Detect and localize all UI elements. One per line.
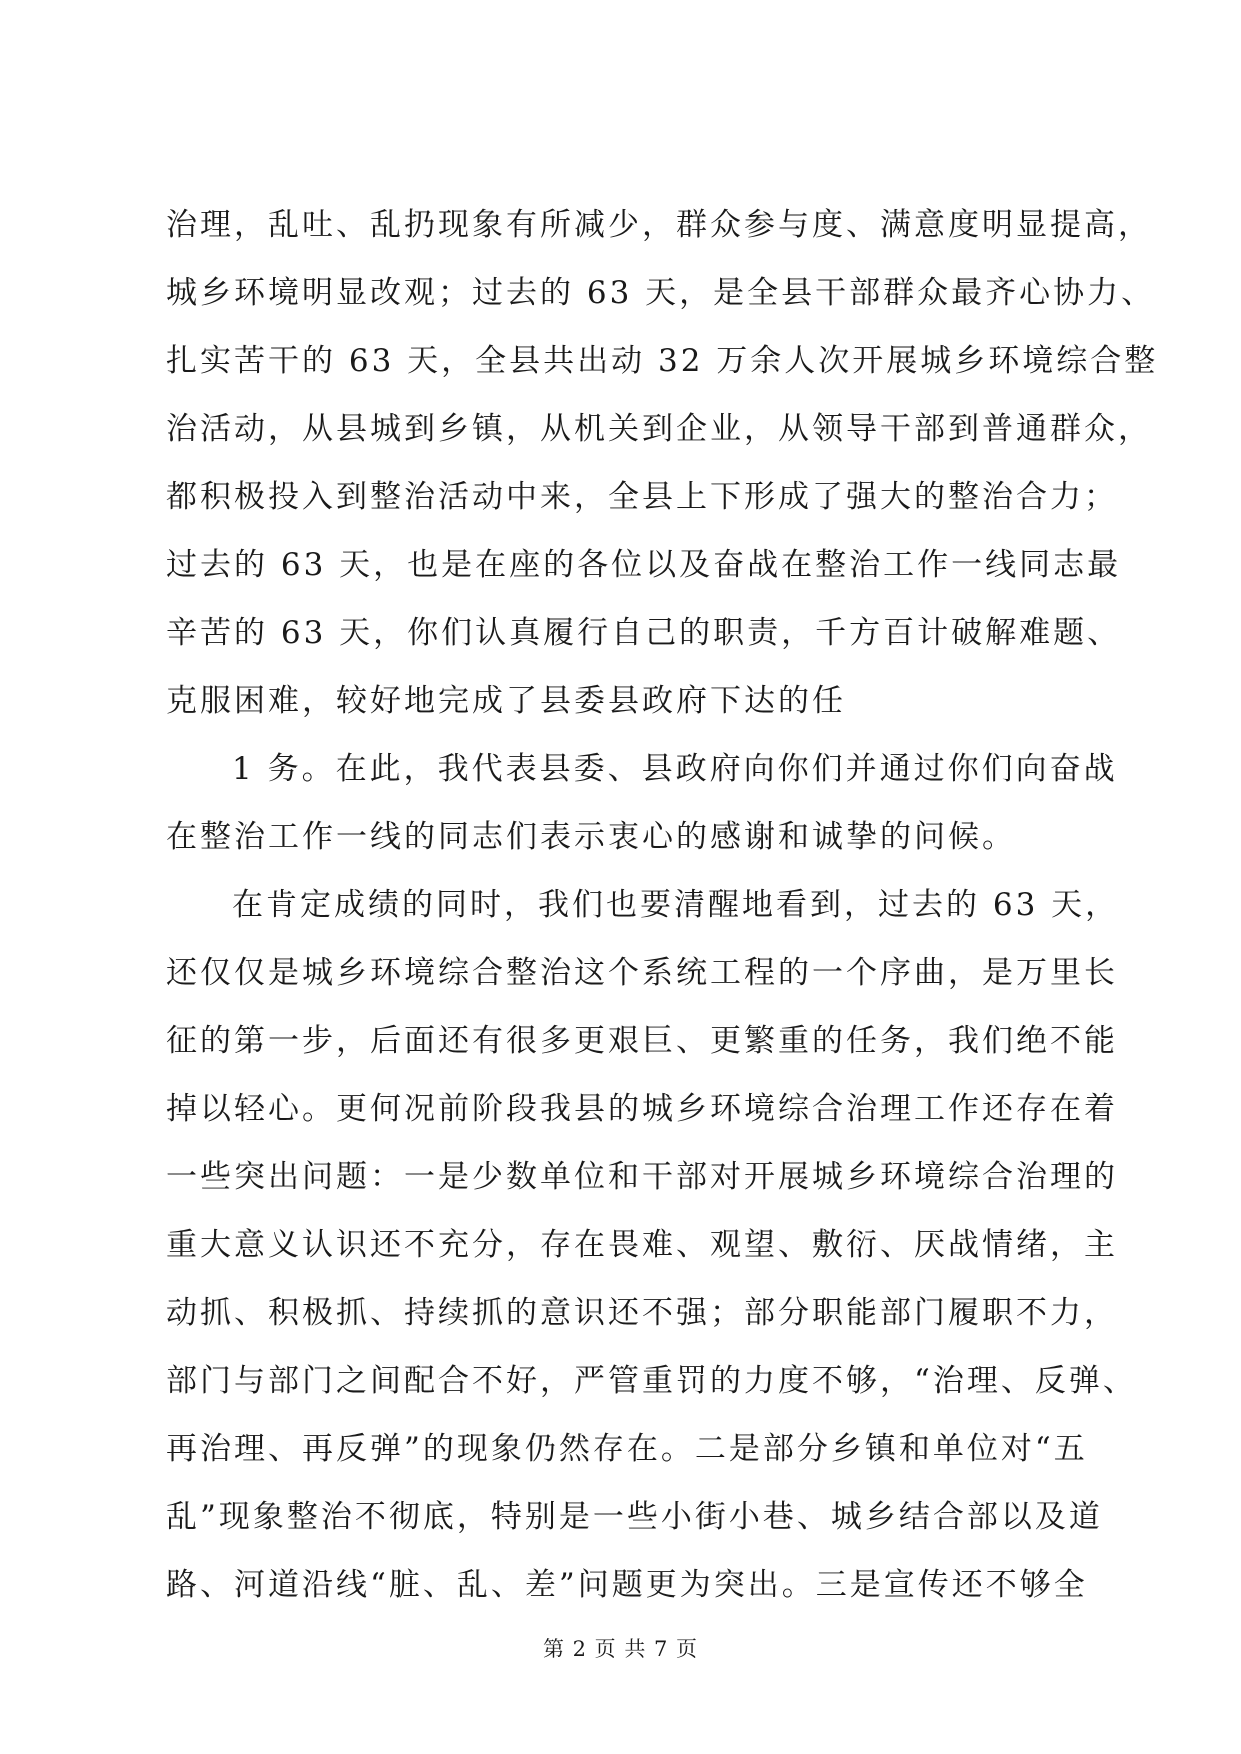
page-number-footer: 第 2 页 共 7 页	[542, 1637, 699, 1661]
text-line: 治活动，从县城到乡镇，从机关到企业，从领导干部到普通群众，	[166, 411, 1152, 447]
text-line: 治理，乱吐、乱扔现象有所减少，群众参与度、满意度明显提高，	[166, 207, 1152, 243]
text-line: 克服困难，较好地完成了县委县政府下达的任	[166, 683, 846, 719]
paragraph-start-line: 1 务。在此，我代表县委、县政府向你们并通过你们向奋战	[232, 751, 1118, 787]
text-line: 动抓、积极抓、持续抓的意识还不强；部分职能部门履职不力，	[166, 1295, 1118, 1331]
text-line: 在整治工作一线的同志们表示衷心的感谢和诚挚的问候。	[166, 819, 1016, 855]
text-line: 辛苦的 63 天，你们认真履行自己的职责，千方百计破解难题、	[166, 615, 1122, 651]
paragraph-start-line: 在肯定成绩的同时，我们也要清醒地看到，过去的 63 天，	[232, 887, 1120, 923]
text-line: 乱”现象整治不彻底，特别是一些小街小巷、城乡结合部以及道	[166, 1499, 1103, 1535]
text-line: 征的第一步，后面还有很多更艰巨、更繁重的任务，我们绝不能	[166, 1023, 1118, 1059]
text-line: 路、河道沿线“脏、乱、差”问题更为突出。三是宣传还不够全	[166, 1567, 1088, 1603]
text-line: 过去的 63 天，也是在座的各位以及奋战在整治工作一线同志最	[166, 547, 1122, 583]
text-line: 还仅仅是城乡环境综合整治这个系统工程的一个序曲，是万里长	[166, 955, 1118, 991]
text-line: 都积极投入到整治活动中来，全县上下形成了强大的整治合力；	[166, 479, 1118, 515]
text-line: 城乡环境明显改观；过去的 63 天，是全县干部群众最齐心协力、	[166, 275, 1156, 311]
text-line: 掉以轻心。更何况前阶段我县的城乡环境综合治理工作还存在着	[166, 1091, 1118, 1127]
text-line: 重大意义认识还不充分，存在畏难、观望、敷衍、厌战情绪，主	[166, 1227, 1118, 1263]
text-line: 部门与部门之间配合不好，严管重罚的力度不够，“治理、反弹、	[166, 1363, 1137, 1399]
text-line: 一些突出问题：一是少数单位和干部对开展城乡环境综合治理的	[166, 1159, 1118, 1195]
text-line: 再治理、再反弹”的现象仍然存在。二是部分乡镇和单位对“五	[166, 1431, 1088, 1467]
text-line: 扎实苦干的 63 天，全县共出动 32 万余人次开展城乡环境综合整	[166, 343, 1159, 379]
